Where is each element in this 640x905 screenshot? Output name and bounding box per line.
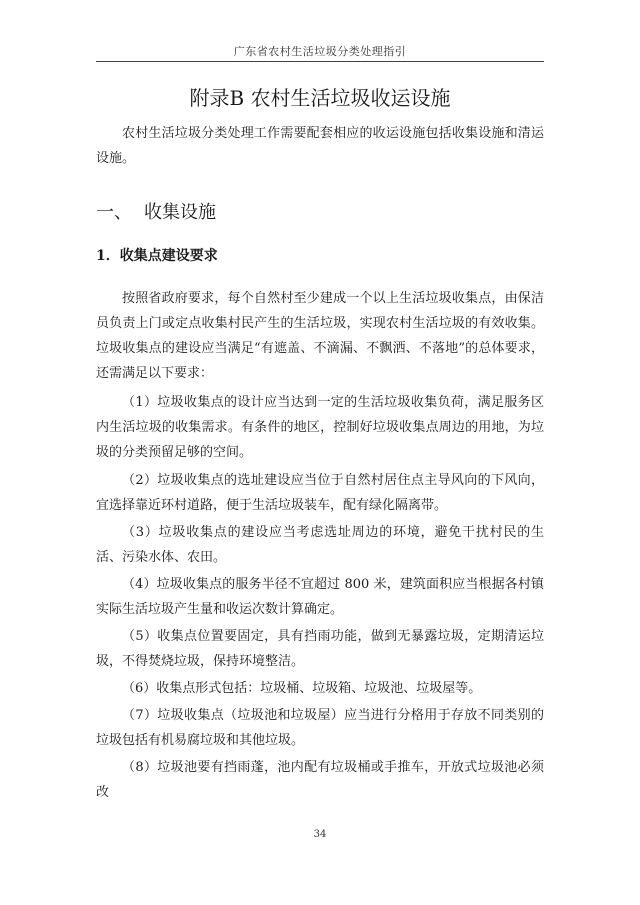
body-paragraph: （3）垃圾收集点的建设应当考虑选址周边的环境，避免干扰村民的生活、污染水体、农田。	[96, 525, 544, 565]
section-number: 一、	[96, 202, 132, 223]
body-paragraph: （4）垃圾收集点的服务半径不宜超过 800 米，建筑面积应当根据各村镇实际生活垃圾产生量和收运次数计算确定。	[96, 577, 544, 617]
header-rule	[96, 61, 544, 62]
page-number: 34	[313, 829, 327, 840]
body-paragraph: （7）垃圾收集点（垃圾池和垃圾屋）应当进行分格用于存放不同类别的垃圾包括有机易腐垃圾和其他垃圾。	[96, 708, 544, 748]
body-paragraph: （6）收集点形式包括：垃圾桶、垃圾箱、垃圾池、垃圾屋等。	[122, 681, 482, 696]
section-heading	[96, 198, 216, 224]
subsection-heading: 1．收集点建设要求	[96, 248, 218, 264]
section-title: 收集设施	[144, 202, 216, 223]
body-paragraph: （8）垃圾池要有挡雨蓬，池内配有垃圾桶或手推车，开放式垃圾池必须改	[96, 760, 544, 800]
body-paragraph: （2）垃圾收集点的选址建设应当位于自然村居住点主导风向的下风向，宜选择靠近环村道路，便于生活垃圾装车，配有绿化隔离带。	[96, 473, 544, 513]
running-header: 广东省农村生活垃圾分类处理指引	[233, 45, 407, 58]
appendix-title: 附录B 农村生活垃圾收运设施	[189, 86, 451, 110]
body-paragraph: （1）垃圾收集点的设计应当达到一定的生活垃圾收集负荷，满足服务区内生活垃圾的收集需求。有条件的地区，控制好垃圾收集点周边的用地，为垃圾的分类预留足够的空间。	[96, 395, 544, 460]
body-paragraph: 按照省政府要求，每个自然村至少建成一个以上生活垃圾收集点，由保洁员负责上门或定点收集村民产生的生活垃圾，实现农村生活垃圾的有效收集。垃圾收集点的建设应当满足“有遮盖、不滴漏、不飘洒、不落地”的总体要求，还需满足以下要求：	[96, 291, 544, 381]
body-paragraph: （5）收集点位置要固定，具有挡雨功能，做到无暴露垃圾，定期清运垃圾，不得焚烧垃圾，保持环境整洁。	[96, 629, 544, 669]
intro-paragraph: 农村生活垃圾分类处理工作需要配套相应的收运设施包括收集设施和清运设施。	[96, 126, 544, 166]
